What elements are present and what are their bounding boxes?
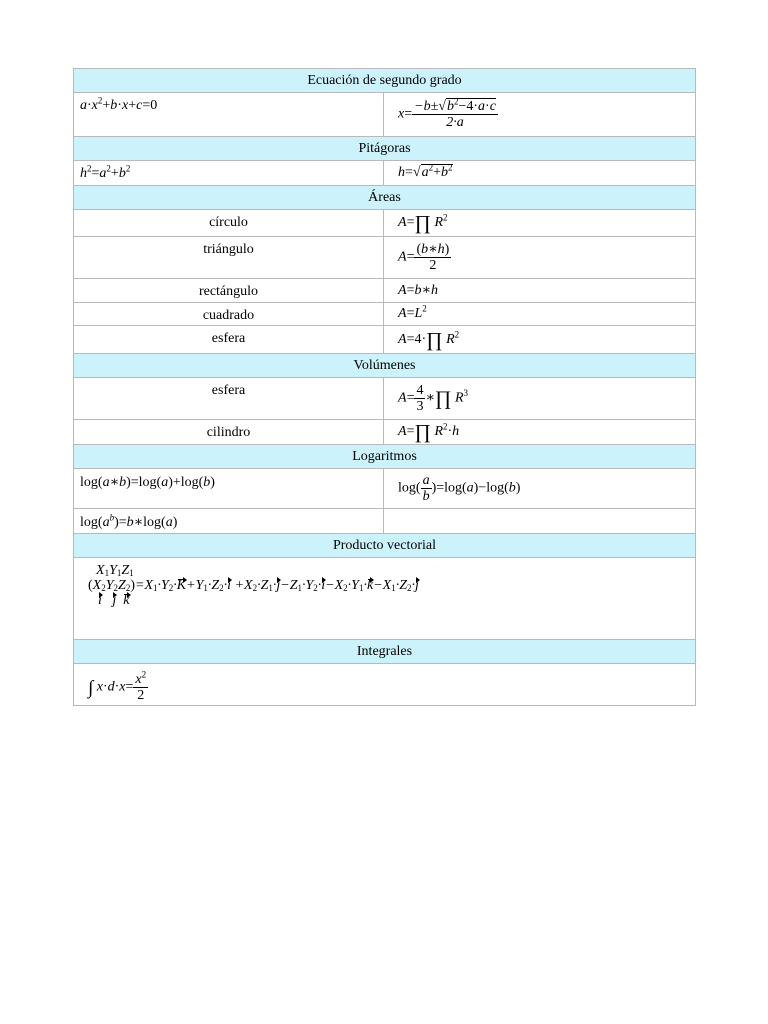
section-row-cross-product xyxy=(74,534,696,558)
section-row-quadratic xyxy=(74,69,696,93)
area-row-square xyxy=(74,303,696,326)
log-power-rule: $\log(a^b)=b∗\log(a)$ xyxy=(74,509,384,534)
log-empty-cell xyxy=(384,509,696,534)
section-header-logarithms: Logaritmos xyxy=(74,445,696,469)
integral-formula: ∫ x·d·x= $\frac{x^2}{2}$ xyxy=(74,664,696,706)
log-row-1 xyxy=(74,469,696,509)
area-formula-triangle: A= $\frac{(b∗h)}{2}$ xyxy=(384,237,696,279)
volume-formula-cylinder: A=∏ $R^2\cdot h$ xyxy=(384,420,696,445)
cross-product-row xyxy=(74,558,696,640)
area-label-triangle: triángulo xyxy=(74,237,384,279)
area-label-circle: círculo xyxy=(74,210,384,237)
cross-product-formula: X1Y1Z1 (X2Y2Z2)=X1·Y2·K+Y1·Z2·i +X2·Z1·j−Z1·Y2·i−X2·Y1·k−X1·Z2·j i j k xyxy=(74,558,696,640)
area-formula-rectangle: A=b∗h xyxy=(384,279,696,303)
area-row-rectangle xyxy=(74,279,696,303)
section-header-pythagoras: Pitágoras xyxy=(74,137,696,161)
section-row-pythagoras xyxy=(74,137,696,161)
area-formula-circle: A=∏ $R^2$ xyxy=(384,210,696,237)
area-label-square: cuadrado xyxy=(74,303,384,326)
section-header-integrals: Integrales xyxy=(74,640,696,664)
section-row-volumes xyxy=(74,354,696,378)
section-header-volumes: Volúmenes xyxy=(74,354,696,378)
section-row-areas xyxy=(74,186,696,210)
section-row-integrals xyxy=(74,640,696,664)
quadratic-formula: x= $\frac{-b\pm√b^2-4\cdot a\cdot c}{2\cdot a}$ xyxy=(384,93,696,137)
volume-formula-sphere: A= $\frac{4}{3}$ ∗∏ $R^3$ xyxy=(384,378,696,420)
pythagoras-hypotenuse: $h=√a^2+b^2$ xyxy=(384,161,696,186)
area-label-rectangle: rectángulo xyxy=(74,279,384,303)
volume-row-sphere xyxy=(74,378,696,420)
log-product-rule: log(a∗b)=log(a)+log(b) xyxy=(74,469,384,509)
area-row-circle xyxy=(74,210,696,237)
volume-label-sphere: esfera xyxy=(74,378,384,420)
area-label-sphere: esfera xyxy=(74,326,384,354)
pythagoras-row xyxy=(74,161,696,186)
pythagoras-equation: $h^2=a^2+b^2$ xyxy=(74,161,384,186)
quadratic-row xyxy=(74,93,696,137)
quadratic-equation: $a\cdot x^2+b\cdot x+c=0$ xyxy=(74,93,384,137)
section-row-logarithms xyxy=(74,445,696,469)
section-header-cross-product: Producto vectorial xyxy=(74,534,696,558)
log-row-2 xyxy=(74,509,696,534)
integral-row xyxy=(74,664,696,706)
area-row-sphere xyxy=(74,326,696,354)
area-formula-square: $A=L^2$ xyxy=(384,303,696,326)
area-row-triangle xyxy=(74,237,696,279)
section-header-quadratic: Ecuación de segundo grado xyxy=(74,69,696,93)
area-formula-sphere: A=4·∏ $R^2$ xyxy=(384,326,696,354)
volume-row-cylinder xyxy=(74,420,696,445)
section-header-areas: Áreas xyxy=(74,186,696,210)
log-quotient-rule: log( $\frac{a}{b}$ )=log(a)−log(b) xyxy=(384,469,696,509)
formula-table xyxy=(73,68,696,706)
volume-label-cylinder: cilindro xyxy=(74,420,384,445)
